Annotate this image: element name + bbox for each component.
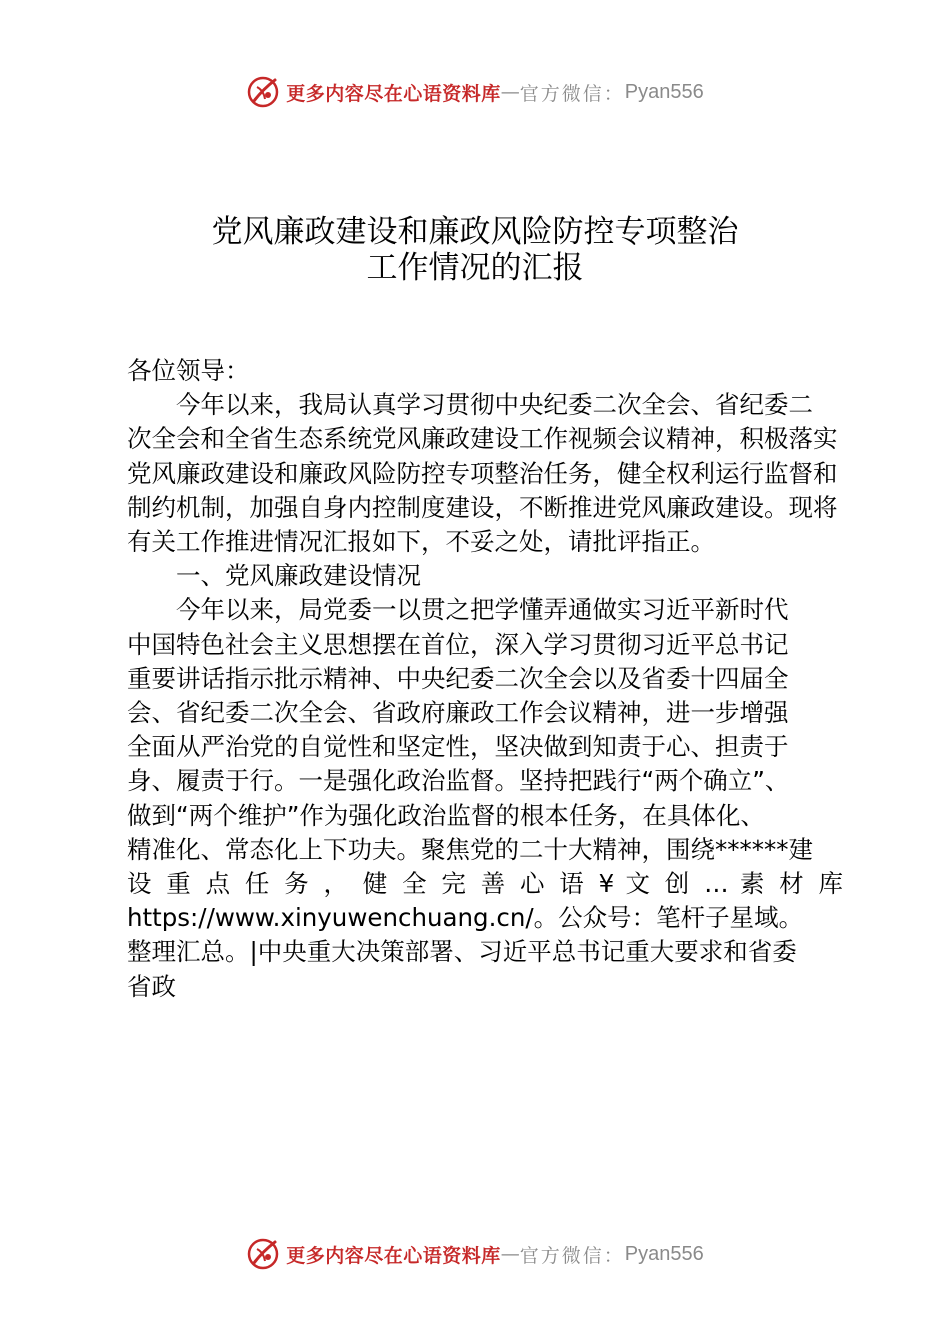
watermark-top: [0, 72, 950, 112]
paragraph-intro: [127, 388, 843, 559]
text-line: 党风廉政建设和廉政风险防控专项整治任务，健全权利运行监督和: [127, 458, 838, 488]
text-line: 有关工作推进情况汇报如下，不妥之处，请批评指正。: [127, 527, 715, 557]
watermark-wechat-label: 官方微信：: [519, 82, 625, 105]
salutation: 各位领导：: [127, 356, 250, 385]
text-line: 今年以来，我局认真学习贯彻中央纪委二次全会、省纪委二: [176, 390, 813, 420]
watermark-wechat-id: Pyan556: [624, 80, 704, 103]
text-line: 次全会和全省生态系统党风廉政建设工作视频会议精神，积极落实: [127, 424, 838, 454]
paragraph-section-1: [127, 593, 843, 1003]
text-line: 身、履责于行。一是强化政治监督。坚持把践行“两个确立”、: [127, 766, 790, 796]
watermark-slogan: 更多内容尽在心语资料库: [286, 82, 501, 105]
watermark-wechat-id: Pyan556: [624, 1242, 704, 1265]
text-line: 精准化、常态化上下功夫。聚焦党的二十大精神，围绕******建: [127, 834, 813, 864]
title-line-1: 党风廉政建设和廉政风险防控专项整治: [211, 214, 739, 250]
text-line: https://www.xinyuwenchuang.cn/。公众号：笔杆子星域。: [127, 903, 804, 933]
text-line: 全面从严治党的自觉性和坚定性，坚决做到知责于心、担责于: [127, 732, 789, 762]
text-line: 省政: [127, 971, 176, 1001]
text-line: 做到“两个维护”作为强化政治监督的根本任务，在具体化、: [127, 800, 765, 830]
title-line-2: 工作情况的汇报: [366, 250, 584, 286]
document-title: [0, 214, 950, 286]
watermark-separator: —: [500, 1243, 520, 1265]
watermark-separator: —: [500, 81, 520, 103]
text-line: 制约机制，加强自身内控制度建设，不断推进党风廉政建设。现将: [127, 492, 838, 522]
text-line: 整理汇总。|中央重大决策部署、习近平总书记重大要求和省委: [127, 937, 797, 967]
text-line: 中国特色社会主义思想摆在首位，深入学习贯彻习近平总书记: [127, 629, 789, 659]
watermark-slogan: 更多内容尽在心语资料库: [286, 1244, 501, 1267]
text-line: 会、省纪委二次全会、省政府廉政工作会议精神，进一步增强: [127, 698, 789, 728]
brush-logo-icon: [246, 1237, 280, 1271]
text-line: 设 重 点 任 务 ， 健 全 完 善 心 语 ¥ 文 创 … 素 材 库: [127, 869, 843, 899]
watermark-bottom: [0, 1234, 950, 1274]
text-line: 重要讲话指示批示精神、中央纪委二次全会以及省委十四届全: [127, 663, 789, 693]
section-heading-1: 一、党风廉政建设情况: [176, 561, 421, 591]
document-body: [127, 354, 843, 1004]
watermark-wechat-label: 官方微信：: [519, 1244, 625, 1267]
text-line: 今年以来，局党委一以贯之把学懂弄通做实习近平新时代: [176, 595, 789, 625]
brush-logo-icon: [246, 75, 280, 109]
